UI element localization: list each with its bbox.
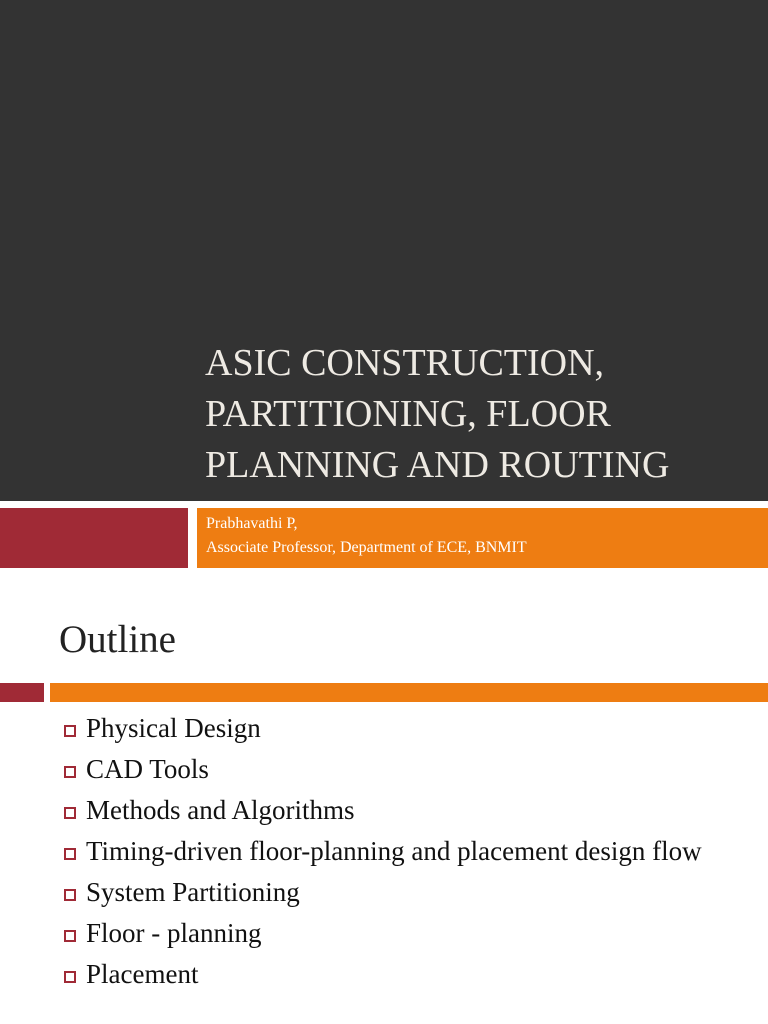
- list-item: [62, 876, 762, 909]
- hollow-square-icon: [64, 889, 76, 901]
- hollow-square-icon: [64, 971, 76, 983]
- accent-red-block: [0, 508, 188, 568]
- hollow-square-icon: [64, 766, 76, 778]
- list-item-text: Timing-driven floor-planning and placement design flow: [86, 836, 702, 866]
- list-item: [62, 917, 762, 950]
- title-line: ASIC CONSTRUCTION,: [205, 342, 605, 384]
- list-item-text: System Partitioning: [86, 877, 300, 907]
- hollow-square-icon: [64, 930, 76, 942]
- list-item-text: Placement: [86, 959, 199, 989]
- title-panel: [0, 0, 768, 501]
- hollow-square-icon: [64, 807, 76, 819]
- slide-subtitle: [206, 512, 527, 560]
- list-item-text: Methods and Algorithms: [86, 795, 355, 825]
- list-item-text: CAD Tools: [86, 754, 209, 784]
- list-item: [62, 958, 762, 991]
- list-item-text: Floor - planning: [86, 918, 262, 948]
- author-affiliation: Associate Professor, Department of ECE, BNMIT: [206, 539, 527, 556]
- hollow-square-icon: [64, 725, 76, 737]
- list-item-text: Physical Design: [86, 713, 261, 743]
- accent-red-bar: [0, 683, 44, 702]
- outline-list: [62, 712, 762, 999]
- accent-orange-bar: [50, 683, 768, 702]
- title-line: PLANNING AND ROUTING: [205, 444, 670, 486]
- list-item: [62, 794, 762, 827]
- list-item: [62, 753, 762, 786]
- title-line: PARTITIONING, FLOOR: [205, 393, 611, 435]
- outline-title: Outline: [59, 618, 176, 661]
- slide-title: [205, 338, 765, 491]
- author-name: Prabhavathi P,: [206, 515, 298, 532]
- list-item: [62, 712, 762, 745]
- hollow-square-icon: [64, 848, 76, 860]
- outline-slide: [0, 568, 768, 1024]
- list-item: [62, 835, 762, 868]
